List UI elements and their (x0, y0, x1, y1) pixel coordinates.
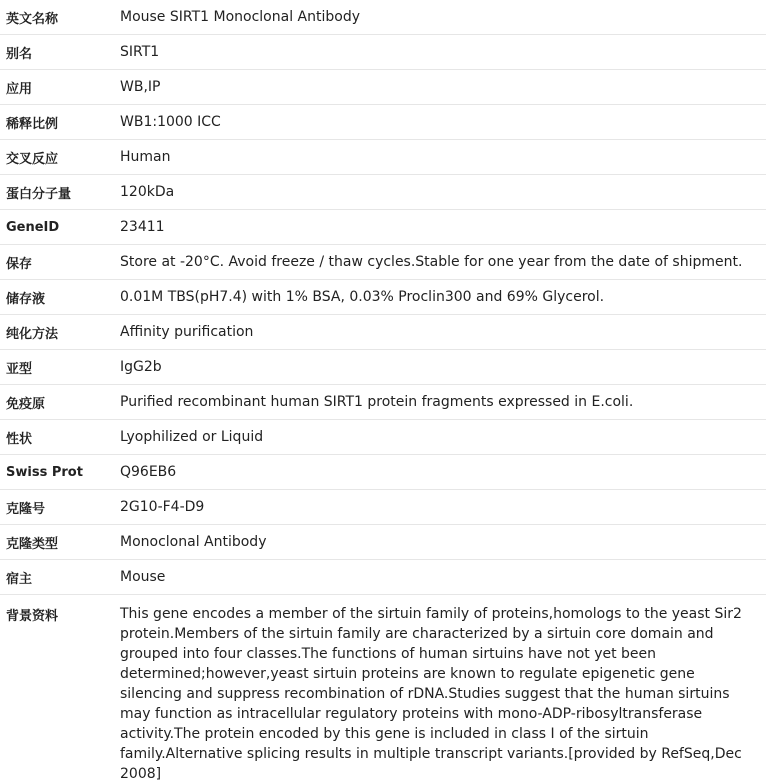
spec-value: Monoclonal Antibody (114, 525, 766, 560)
background-paragraph: This gene encodes a member of the sirtuin family of proteins,homologs to the yeast Sir2 protein.Members of the sirtuin family are characterized by a sirtuin core domain and grouped into four classes.The functions of human sirtuins have not yet been determined;however,yeast sirtuin proteins are known to regulate epigenetic gene silencing and suppress recombination of rDNA.Studies suggest that the human sirtuins may function as intracellular regulatory proteins with mono-ADP-ribosyltransferase activity.The protein encoded by this gene is included in class I of the sirtuin family.Alternative splicing results in multiple transcript variants.[provided by RefSeq,Dec 2008] (114, 595, 766, 784)
spec-label: 纯化方法 (0, 315, 114, 350)
spec-value: Lyophilized or Liquid (114, 420, 766, 455)
spec-row-immunogen (0, 385, 766, 420)
spec-label: 储存液 (0, 280, 114, 315)
spec-value: 0.01M TBS(pH7.4) with 1% BSA, 0.03% Proclin300 and 69% Glycerol. (114, 280, 766, 315)
spec-row-swiss-prot (0, 455, 766, 490)
spec-label: 亚型 (0, 350, 114, 385)
spec-row-background (0, 595, 766, 784)
spec-row-host (0, 560, 766, 595)
spec-label: GeneID (0, 210, 114, 245)
spec-row-form (0, 420, 766, 455)
spec-value: SIRT1 (114, 35, 766, 70)
spec-label: 宿主 (0, 560, 114, 595)
spec-label: 稀释比例 (0, 105, 114, 140)
spec-row-storage-buffer (0, 280, 766, 315)
spec-value: Affinity purification (114, 315, 766, 350)
spec-label: Swiss Prot (0, 455, 114, 490)
spec-value: IgG2b (114, 350, 766, 385)
spec-row-clone-number (0, 490, 766, 525)
spec-row-storage (0, 245, 766, 280)
spec-row-molecular-weight (0, 175, 766, 210)
spec-label: 克隆号 (0, 490, 114, 525)
spec-label: 交叉反应 (0, 140, 114, 175)
spec-label: 保存 (0, 245, 114, 280)
spec-value: WB,IP (114, 70, 766, 105)
spec-row-isotype (0, 350, 766, 385)
spec-label: 克隆类型 (0, 525, 114, 560)
spec-row-alias (0, 35, 766, 70)
spec-label: 性状 (0, 420, 114, 455)
spec-value: Human (114, 140, 766, 175)
spec-value: 120kDa (114, 175, 766, 210)
spec-row-clonality (0, 525, 766, 560)
spec-label: 背景资料 (0, 595, 114, 784)
spec-label: 别名 (0, 35, 114, 70)
spec-value: Store at -20°C. Avoid freeze / thaw cycles.Stable for one year from the date of shipment. (114, 245, 766, 280)
spec-value: Q96EB6 (114, 455, 766, 490)
spec-row-cross-reactivity (0, 140, 766, 175)
spec-value: 23411 (114, 210, 766, 245)
spec-row-purification (0, 315, 766, 350)
spec-row-application (0, 70, 766, 105)
spec-label: 蛋白分子量 (0, 175, 114, 210)
spec-label: 免疫原 (0, 385, 114, 420)
spec-value: 2G10-F4-D9 (114, 490, 766, 525)
spec-value: Mouse SIRT1 Monoclonal Antibody (114, 0, 766, 35)
spec-value: Mouse (114, 560, 766, 595)
spec-row-gene-id (0, 210, 766, 245)
spec-row-english-name (0, 0, 766, 35)
spec-row-dilution (0, 105, 766, 140)
spec-value: WB1:1000 ICC (114, 105, 766, 140)
spec-value: Purified recombinant human SIRT1 protein fragments expressed in E.coli. (114, 385, 766, 420)
spec-label: 应用 (0, 70, 114, 105)
spec-label: 英文名称 (0, 0, 114, 35)
